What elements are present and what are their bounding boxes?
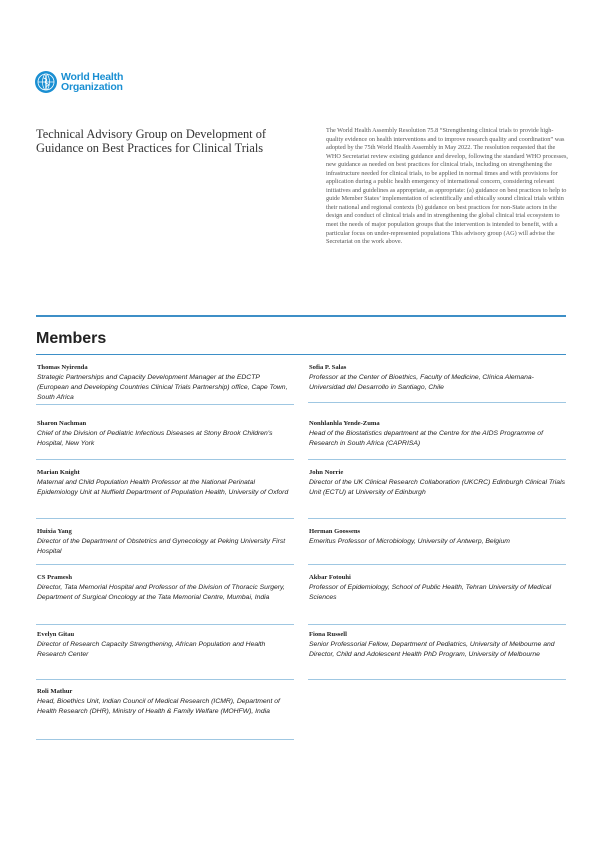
- member-role: Professor at the Center of Bioethics, Faculty of Medicine, Clínica Alemana-Universidad del Desarrollo in Santiago, Chile: [309, 374, 534, 392]
- who-wordmark: [61, 72, 123, 93]
- logo-line-1: World Health: [61, 70, 124, 83]
- who-logo: [34, 70, 123, 94]
- member-name: Fiona Russell: [309, 631, 347, 638]
- member-name: CS Pramesh: [37, 574, 72, 581]
- member-entry: [308, 629, 566, 680]
- member-entry: [36, 362, 294, 405]
- member-role: Head of the Biostatistics department at the Centre for the AIDS Programme of Research in South Africa (CAPRISA): [309, 430, 543, 448]
- member-entry: [36, 629, 294, 680]
- member-name: Roli Mathur: [37, 688, 73, 695]
- member-role: Director of Research Capacity Strengthening, African Population and Health Research Center: [37, 641, 266, 659]
- member-entry: [36, 686, 294, 740]
- member-entry: [308, 467, 566, 519]
- member-entry: [36, 418, 294, 460]
- member-name: Sharon Nachman: [37, 420, 87, 427]
- member-name: Marian Knight: [37, 469, 80, 476]
- member-role: Head, Bioethics Unit, Indian Council of Medical Research (ICMR), Department of Health Research (DHR), Ministry of Health & Family Welfare (MOHFW), India: [37, 698, 280, 716]
- member-role: Chief of the Division of Pediatric Infectious Diseases at Stony Brook Children's Hospital, New York: [37, 430, 273, 448]
- member-name: Huixia Yang: [37, 528, 72, 535]
- member-role: Maternal and Child Population Health Professor at the National Perinatal Epidemiology Unit at Nuffield Department of Population Health, University of Oxford: [37, 479, 289, 497]
- member-name: Akbar Fotouhi: [309, 574, 351, 581]
- member-entry: [36, 572, 294, 625]
- member-role: Strategic Partnerships and Capacity Development Manager at the EDCTP (European and Developing Countries Clinical Trials Partnership) office, Cape Town, South Africa: [37, 374, 288, 402]
- member-name: Thomas Nyirenda: [37, 364, 88, 371]
- logo-line-2: Organization: [61, 81, 123, 93]
- member-role: Director, Tata Memorial Hospital and Professor of the Division of Thoracic Surgery, Department of Surgical Oncology at the Tata Memorial Centre, Mumbai, India: [37, 584, 285, 602]
- members-heading: Members: [36, 330, 107, 347]
- member-name: Sofia P. Salas: [309, 364, 347, 371]
- member-role: Professor of Epidemiology, School of Public Health, Tehran University of Medical Sciences: [309, 584, 552, 602]
- member-role: Director of the UK Clinical Research Collaboration (UKCRC) Edinburgh Clinical Trials Unit (ECTU) at University of Edinburgh: [309, 479, 565, 497]
- who-emblem-icon: [34, 70, 58, 94]
- member-entry: [308, 418, 566, 460]
- member-entry: [308, 362, 566, 403]
- member-entry: [308, 526, 566, 565]
- member-role: Director of the Department of Obstetrics and Gynecology at Peking University First Hospital: [37, 538, 286, 556]
- member-name: Herman Goossens: [309, 528, 361, 535]
- member-name: Evelyn Gitau: [37, 631, 75, 638]
- member-role: Senior Professorial Fellow, Department of Pediatrics, University of Melbourne and Director, Child and Adolescent Health PhD Program, University of Melbourne: [309, 641, 555, 659]
- member-role: Emeritus Professor of Microbiology, University of Antwerp, Belgium: [309, 538, 510, 545]
- intro-paragraph: The World Health Assembly Resolution 75.8 “Strengthening clinical trials to provide high-quality evidence on health interventions and to improve research quality and coordination” was adopted by the 75th World Health Assembly in May 2022. The resolution requested that the WHO Secretariat review existing guidance and develop, following the standard WHO processes, new guidance as needed on best practices for clinical trials, including on strengthening the infrastructure needed for clinical trials, to be applied in normal times and with provisions for application during a public health emergency of international concern, considering relevant initiatives and guidelines as appropriate, as appropriate: (a) guidance on best practices to help to guide Member States’ implementation of scientifically and ethically sound clinical trials within their national and regional contexts (b) guidance on best practices for non-State actors in the design and conduct of clinical trials and in strengthening the global clinical trial ecosystem to meet the needs of major population groups that the intervention is intended to benefit, with a particular focus on under-represented populations This advisory group (AG) will advise the Secretariat on the work above.: [326, 127, 568, 246]
- member-name: John Norrie: [309, 469, 344, 476]
- member-entry: [36, 467, 294, 519]
- member-entry: [36, 526, 294, 565]
- document-title: Technical Advisory Group on Development of Guidance on Best Practices for Clinical Trials: [36, 127, 267, 156]
- member-name: Nonhlanhla Yende-Zuma: [309, 420, 380, 427]
- members-heading-rule: [36, 354, 566, 355]
- section-divider: [36, 315, 566, 317]
- member-entry: [308, 572, 566, 625]
